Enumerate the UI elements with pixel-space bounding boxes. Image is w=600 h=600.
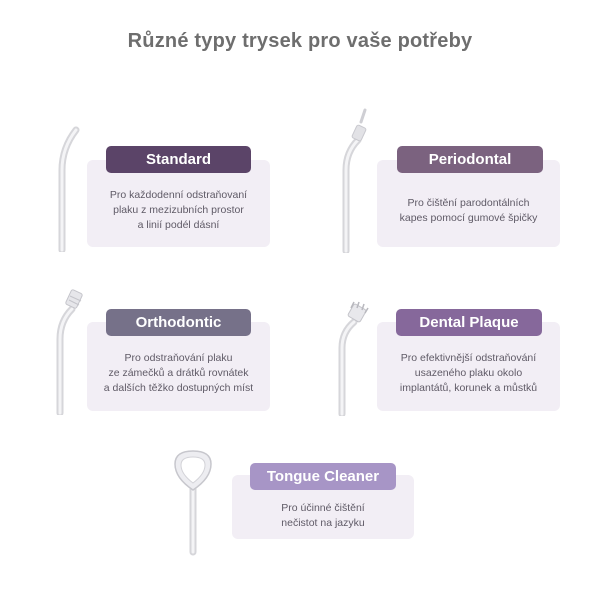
standard-label: Standard — [106, 146, 251, 173]
tongue-cleaner-desc-line: Pro účinné čištění — [281, 502, 365, 514]
periodontal-card — [377, 160, 560, 247]
standard-nozzle-icon — [46, 122, 82, 252]
standard-desc-line: a linií podél dásní — [137, 219, 220, 231]
periodontal-desc-line: kapes pomocí gumové špičky — [399, 212, 538, 224]
tongue-cleaner-nozzle-icon — [170, 448, 216, 556]
dental-plaque-desc-line: implantátů, korunek a můstků — [399, 382, 538, 394]
standard-card — [87, 160, 270, 247]
tongue-cleaner-label: Tongue Cleaner — [250, 463, 396, 490]
orthodontic-nozzle-icon — [46, 285, 86, 415]
dental-plaque-desc-line: usazeného plaku okolo — [414, 367, 523, 379]
page-title: Různé typy trysek pro vaše potřeby — [127, 30, 473, 52]
orthodontic-label: Orthodontic — [106, 309, 251, 336]
dental-plaque-desc-line: Pro efektivnější odstraňování — [400, 352, 537, 364]
standard-desc-line: plaku z mezizubních prostor — [113, 204, 244, 216]
dental-plaque-label: Dental Plaque — [396, 309, 542, 336]
periodontal-label: Periodontal — [397, 146, 543, 173]
periodontal-desc-line: Pro čištění parodontálních — [407, 197, 530, 209]
tongue-cleaner-desc-line: nečistot na jazyku — [281, 517, 365, 529]
orthodontic-desc-line: a dalších těžko dostupných míst — [103, 382, 254, 394]
periodontal-nozzle-icon — [334, 108, 374, 253]
orthodontic-desc-line: Pro odstraňování plaku — [124, 352, 233, 364]
orthodontic-desc-line: ze zámečků a drátků rovnátek — [108, 367, 249, 379]
standard-desc-line: Pro každodenní odstraňovaní — [109, 189, 248, 201]
dental-plaque-nozzle-icon — [330, 298, 374, 416]
